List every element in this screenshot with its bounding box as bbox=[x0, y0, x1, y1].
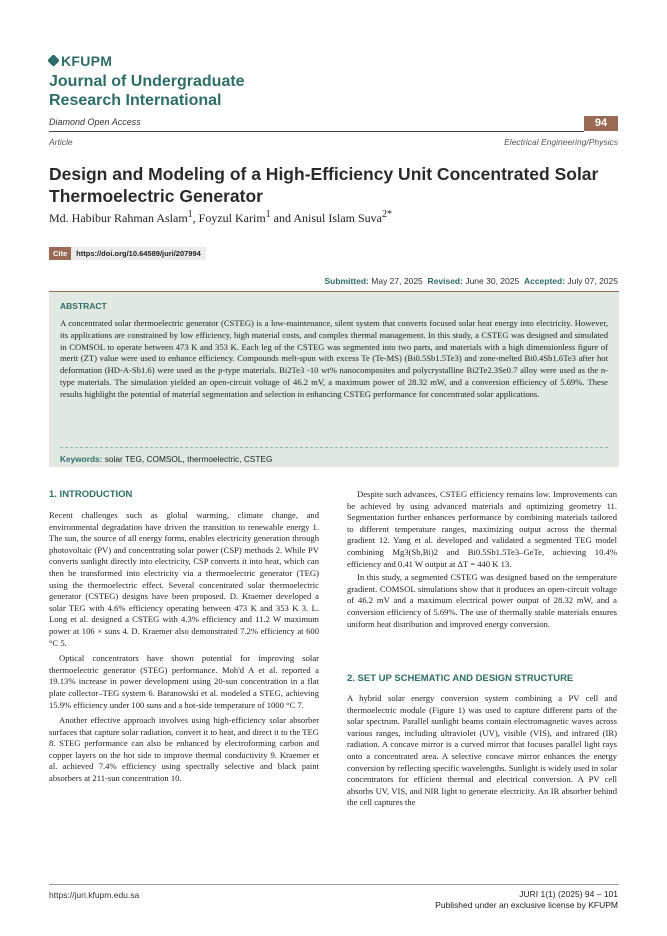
abstract-separator bbox=[60, 447, 608, 448]
intro-paragraph-3: Another effective approach involves using high-efficiency solar absorber surfaces that capture solar radiation, convert it to heat, and direct it to the TEG 8. STEG performance can also be enhanced by electroforming carbon and copper layers on the hot side to improve thermal conductivity 9. Kraemer et al. achieved 7.4% efficiency using spectrally selective and black paint absorbers at 211-sun concentration 10. bbox=[49, 715, 319, 784]
author-list bbox=[49, 209, 392, 226]
author-2: , Foyzul Karim bbox=[192, 211, 266, 225]
section-2-heading: 2. SET UP SCHEMATIC AND DESIGN STRUCTURE bbox=[347, 673, 574, 684]
setup-paragraph-1: A hybrid solar energy conversion system combining a PV cell and thermoelectric module (Figure 1) was used to capture different parts of the solar spectrum. Parallel sunlight beams contain electromagnetic waves across various ranges, including ultraviolet (UV), visible (VIS), and infrared (IR) radiation. A concave mirror is a curved mirror that focuses parallel light rays onto a concentrated area. A selective concave mirror enhances the energy conversion by reflecting specific wavelengths. Sunlight is widely used in solar concentrators for efficient thermal and electrical conversion. A PV cell absorbs UV, VIS, and NIR light to generate electricity. An IR absorber behind the cell captures the bbox=[347, 693, 617, 808]
submitted-date: May 27, 2025 bbox=[371, 276, 423, 286]
author-1: Md. Habibur Rahman Aslam bbox=[49, 211, 188, 225]
author-1-affiliation: 1 bbox=[187, 209, 193, 220]
subject-area: Electrical Engineering/Physics bbox=[504, 137, 618, 147]
cite-doi[interactable] bbox=[49, 247, 206, 260]
author-3-affiliation: 2 bbox=[381, 209, 387, 220]
page-number-badge: 94 bbox=[584, 116, 618, 131]
accepted-date: July 07, 2025 bbox=[567, 276, 618, 286]
footer-rule bbox=[49, 884, 619, 885]
kfupm-logo bbox=[49, 53, 112, 69]
abstract-heading: ABSTRACT bbox=[60, 301, 107, 311]
revised-date: June 30, 2025 bbox=[465, 276, 520, 286]
intro-paragraph-4: Despite such advances, CSTEG efficiency remains low. Improvements can be achieved by using advanced materials and optimizing geometry 11. Segmentation further enhances performance by combining materials tailored to different temperature ranges, maximizing output across the thermal gradient 12. Yang et al. developed and validated a segmented TEG model combining Mg3(Sb,Bi)2 and Bi0.5Sb1.5Te3–GeTe, achieving 10.4% efficiency and 0.41 W output at ΔT = 440 K 13. bbox=[347, 489, 617, 569]
corresponding-mark: * bbox=[386, 209, 392, 220]
section-1-heading: 1. INTRODUCTION bbox=[49, 489, 133, 500]
submitted-label: Submitted: bbox=[324, 276, 369, 286]
submission-dates bbox=[325, 276, 619, 286]
open-access-label: Diamond Open Access bbox=[49, 117, 141, 127]
footer-citation bbox=[435, 889, 618, 911]
author-2-affiliation: 1 bbox=[265, 209, 271, 220]
left-column bbox=[49, 510, 319, 785]
intro-paragraph-2: Optical concentrators have shown potential for improving solar thermoelectric generator (STEG) performance. Moh'd A et al. reported a 19.13% increase in power development using 20-sun concentration in a flat plate collector–TEG system 6. Baranowski et al. modeled a STEG, achieving 15.9% efficiency under 100 suns and a hot-side temperature of 1000 °C 7. bbox=[49, 653, 319, 710]
logo-text: KFUPM bbox=[61, 53, 113, 69]
article-type: Article bbox=[49, 137, 73, 147]
journal-citation: JURI 1(1) (2025) 94 – 101 bbox=[519, 889, 618, 899]
cite-label: Cite bbox=[49, 247, 71, 260]
journal-url[interactable]: https://juri.kfupm.edu.sa bbox=[49, 890, 140, 900]
doi-link[interactable]: https://doi.org/10.64589/juri/207994 bbox=[71, 247, 206, 260]
intro-paragraph-5: In this study, a segmented CSTEG was designed based on the temperature gradient. COMSOL simulations show that it produces an open-circuit voltage of 46.2 mV and a maximum electrical power output of 28.32 mW, and a conversion efficiency of 5.69%. The use of thermally stable materials ensures uniform heat distribution and improved energy conversion. bbox=[347, 572, 617, 629]
keywords-list: solar TEG, COMSOL, thermoelectric, CSTEG bbox=[104, 454, 273, 464]
author-3: and Anisul Islam Suva bbox=[270, 211, 382, 225]
right-column bbox=[347, 489, 617, 630]
revised-label: Revised: bbox=[427, 276, 463, 286]
paper-title: Design and Modeling of a High-Efficiency Unit Concentrated Solar Thermoelectric Generator bbox=[49, 164, 599, 206]
header-rule bbox=[49, 131, 584, 132]
journal-name bbox=[49, 72, 245, 110]
journal-name-line1: Journal of Undergraduate bbox=[49, 73, 245, 90]
abstract-text: A concentrated solar thermoelectric generator (CSTEG) is a low-maintenance, silent system that converts focused solar heat energy into electricity. However, its applications are constrained by low efficiency, high material costs, and complex thermal management. In this study, a CSTEG was designed and simulated in COMSOL to operate between 473 K and 353 K. Each leg of the CSTEG was segmented into two parts, and materials with a high dimensionless figure of merit (ZT) value were used to enhance efficiency. Compounds melt-spun with excess Te (Te-MS) (Bi0.5Sb1.5Te3) and zone-melted Bi0.4Sb1.6Te3 after hot deformation (HD-A-Sb1.6) were used as the p-type materials. Bi2Te3 -10 wt% nanocomposites and polycrystalline Bi2Te2.3Se0.7 alloy were used as the n-type materials. The simulation yielded an open-circuit voltage of 46.2 mV, a maximum power of 28.32 mW, and a conversion efficiency of 5.69%. These results highlight the potential of material segmentation and selection in enhancing CSTEG performance for concentrated solar applications. bbox=[60, 318, 608, 399]
intro-paragraph-1: Recent challenges such as global warming, climate change, and environmental degradation have driven the transition to renewable energy 1. The sun, the source of all energy forms, enables electricity generation through photovoltaic (PV) and concentrating solar power (CSP) methods 2. While PV converts sunlight directly into electricity, CSP converts it into heat, which can then be transformed into electricity via a thermoelectric generator (TEG) using the thermoelectric effect. Several concentrated solar thermoelectric generator (CSTEG) designs have been proposed. D. Kraemer developed a solar TEG with 4.6% efficiency operating between 473 K and 353 K 3. L. Long et al. designed a CSTEG with 4.3% efficiency and 11.2 W maximum power at 106 × suns 4. D. Kraemer also demonstrated 7.2% efficiency at 600 °C 5. bbox=[49, 510, 319, 648]
kfupm-logo-icon bbox=[47, 54, 60, 67]
journal-name-line2: Research International bbox=[49, 92, 222, 109]
license-note: Published under an exclusive license by KFUPM bbox=[435, 900, 618, 910]
keywords-label: Keywords: bbox=[60, 454, 103, 464]
right-column-section-2 bbox=[347, 693, 617, 809]
accepted-label: Accepted: bbox=[523, 276, 566, 286]
keywords bbox=[60, 454, 272, 464]
